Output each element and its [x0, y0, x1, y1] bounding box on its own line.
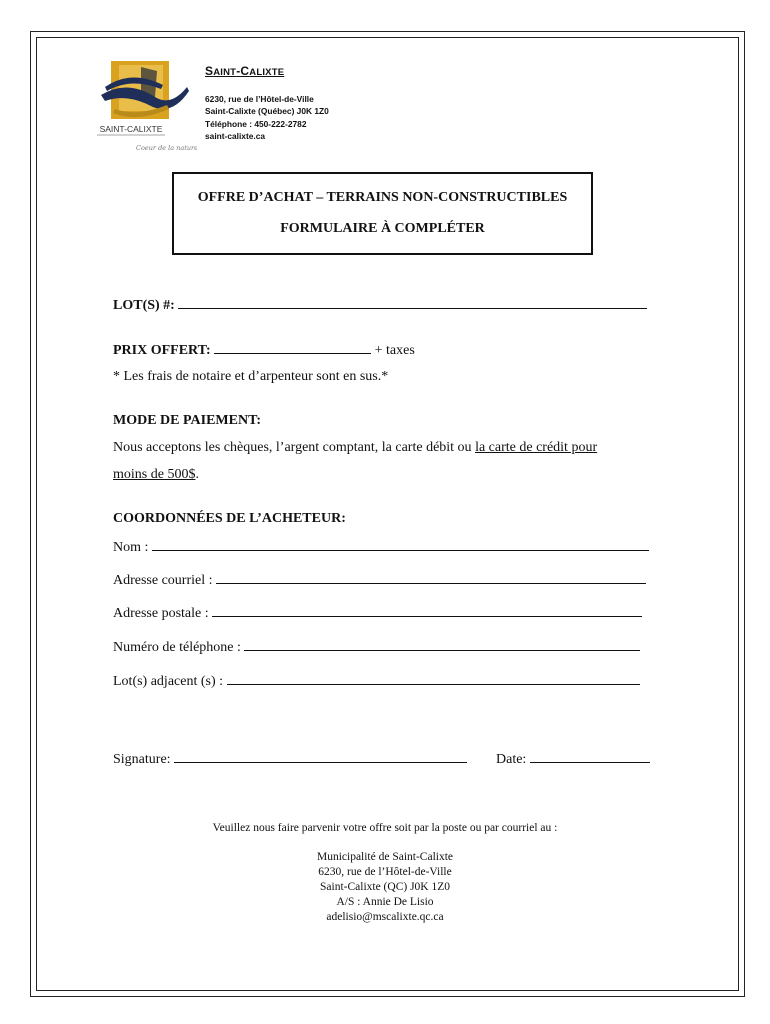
signature-label: Signature: [113, 752, 171, 767]
phone-field[interactable] [244, 638, 640, 651]
adjacent-lots-label: Lot(s) adjacent (s) : [113, 674, 224, 689]
signature-row [113, 750, 467, 768]
town-name: SAINT-CALIXTE [205, 64, 285, 78]
payment-text-end: . [195, 467, 199, 482]
lots-row [113, 296, 647, 314]
payment-text [113, 440, 597, 456]
price-suffix: + taxes [374, 343, 415, 358]
fees-note: * Les frais de notaire et d’arpenteur sont en sus.* [113, 369, 389, 384]
return-address-line: 6230, rue de l’Hôtel-de-Ville [318, 866, 452, 878]
attention-line: A/S : Annie De Lisio [336, 896, 434, 908]
date-row [496, 750, 650, 768]
contact-email[interactable]: adelisio@mscalixte.qc.ca [326, 911, 444, 923]
form-title-box [172, 172, 593, 255]
price-field[interactable] [214, 341, 371, 354]
website-line: saint-calixte.ca [205, 130, 266, 141]
date-field[interactable] [530, 750, 650, 763]
email-label: Adresse courriel : [113, 573, 213, 588]
email-field[interactable] [216, 571, 646, 584]
phone-row [113, 638, 640, 656]
return-address [0, 850, 770, 925]
town-address [205, 93, 329, 142]
form-subtitle: FORMULAIRE À COMPLÉTER [280, 221, 485, 236]
adjacent-lots-row [113, 672, 640, 690]
return-address-line: Saint-Calixte (QC) J0K 1Z0 [320, 881, 450, 893]
name-field[interactable] [152, 538, 649, 551]
payment-heading: MODE DE PAIEMENT: [113, 413, 262, 428]
payment-text-line2 [113, 467, 199, 483]
payment-text-start: Nous acceptons les chèques, l’argent comptant, la carte débit ou [113, 440, 476, 455]
lots-label: LOT(S) #: [113, 298, 175, 313]
postal-row [113, 604, 642, 622]
price-label: PRIX OFFERT: [113, 343, 211, 358]
address-line: Saint-Calixte (Québec) J0K 1Z0 [205, 106, 329, 117]
buyer-heading: COORDONNÉES DE L’ACHETEUR: [113, 511, 346, 526]
payment-limit: moins de 500$ [113, 467, 196, 482]
price-row [113, 341, 415, 359]
submission-instruction: Veuillez nous faire parvenir votre offre soit par la poste ou par courriel au : [212, 822, 558, 834]
date-label: Date: [496, 752, 527, 767]
postal-label: Adresse postale : [113, 606, 209, 621]
adjacent-lots-field[interactable] [227, 672, 640, 685]
name-row [113, 538, 649, 556]
signature-field[interactable] [174, 750, 467, 763]
logo-caption: SAINT-CALIXTE [99, 124, 163, 134]
address-line: 6230, rue de l’Hôtel-de-Ville [205, 94, 314, 104]
form-title: OFFRE D’ACHAT – TERRAINS NON-CONSTRUCTIBLES [197, 190, 568, 205]
name-label: Nom : [113, 540, 149, 555]
payment-text-underlined: la carte de crédit pour [475, 440, 598, 455]
logo-signature: Coeur de la nature [135, 144, 197, 152]
email-row [113, 571, 646, 589]
phone-label: Numéro de téléphone : [113, 640, 241, 655]
return-address-line: Municipalité de Saint-Calixte [316, 851, 454, 863]
phone-line: Téléphone : 450-222-2782 [205, 118, 307, 129]
municipal-logo-icon [97, 57, 197, 159]
lots-field[interactable] [178, 296, 647, 309]
postal-field[interactable] [212, 604, 642, 617]
